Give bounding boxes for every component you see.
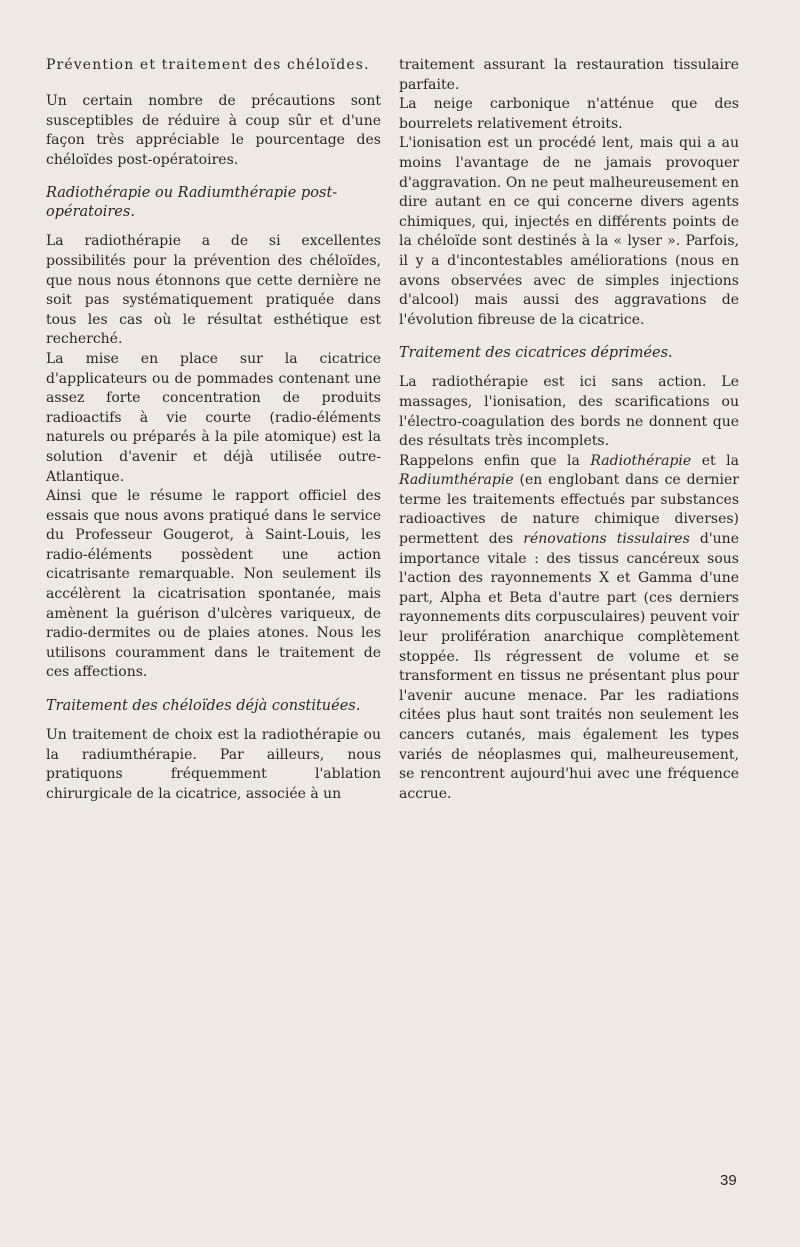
text-segment: et la xyxy=(691,452,739,469)
paragraph-renovations-tissulaires xyxy=(399,452,739,805)
heading-radiotherapie: Radiothérapie ou Radiumthérapie post-opératoires. xyxy=(46,185,338,221)
paragraph-radiotherapie-3: Ainsi que le résume le rapport officiel des essais que nous avons pratiqué dans le service du Professeur Gougerot, à Saint-Louis, les radio-éléments possèdent une action cicatrisante remarquable. Non seulement ils accélèrent la cicatrisation spontanée, mais amènent la guérison d'ulcères variqueux, de radio-dermites ou de plaies atones. Nous les utilisons couramment dans le traitement de ces affections. xyxy=(46,488,381,681)
paragraph-radiotherapie-2: La mise en place sur la cicatrice d'applicateurs ou de pommades contenant une assez forte concentration de produits radioactifs à vie courte (radio-éléments naturels ou préparés à la pile atomique) est la solution d'avenir et déjà utilisée outre-Atlantique. xyxy=(46,350,381,485)
paragraph-restauration: traitement assurant la restauration tissulaire parfaite. xyxy=(399,57,739,93)
emphasis-renovations-tissulaires: rénovations tissulaires xyxy=(523,531,690,548)
text-segment: d'une importance vitale : des tissus cancéreux sous l'action des rayonnements X et Gamma d'une part, Alpha et Beta d'autre part (ces derniers rayonnements dits corpusculaires) peuvent voir leur prolifération anarchique complètement stoppée. Ils régressent de volume et se transforment en tissus ne présentant plus pour l'avenir aucune menace. Par les radiations citées plus haut sont traités non seulement les cancers cutanés, mais également les types variés de néoplasmes qui, malheureusement, se rencontrent aujourd'hui avec une fréquence accrue. xyxy=(399,531,739,802)
paragraph-radiotherapie-1: La radiothérapie a de si excellentes possibilités pour la prévention des chéloïdes, que nous nous étonnons que cette dernière ne soit pas systématiquement pratiquée dans tous les cas où le résultat esthétique est recherché. xyxy=(46,233,381,348)
right-column xyxy=(399,56,739,804)
paragraph-cheloides-constituees: Un traitement de choix est la radiothérapie ou la radiumthérapie. Par ailleurs, nous pratiquons fréquemment l'ablation chirurgicale de la cicatrice, associée à un xyxy=(46,727,381,802)
text-segment: (en englobant dans ce dernier terme les traitements effectués par substances radioactives de nature chimique diverses) permettent des xyxy=(399,472,739,548)
left-column xyxy=(46,56,381,804)
section-title: Prévention et traitement des chéloïdes. xyxy=(46,57,370,73)
paragraph-neige-carbonique: La neige carbonique n'atténue que des bourrelets relativement étroits. xyxy=(399,96,739,132)
page-number: 39 xyxy=(720,1172,737,1189)
intro-paragraph: Un certain nombre de précautions sont susceptibles de réduire à coup sûr et d'une façon très appréciable le pourcentage des chéloïdes post-opératoires. xyxy=(46,93,381,168)
text-segment: Rappelons enfin que la xyxy=(399,452,591,469)
emphasis-radiumtherapie: Radiumthérapie xyxy=(399,472,514,489)
heading-cicatrices-deprimees: Traitement des cicatrices déprimées. xyxy=(399,345,673,362)
paragraph-cicatrices-deprimees: La radiothérapie est ici sans action. Le massages, l'ionisation, des scarifications ou l'électro-coagulation des bords ne donnent que des résultats très incomplets. xyxy=(399,374,739,450)
emphasis-radiotherapie: Radiothérapie xyxy=(590,452,692,469)
paragraph-ionisation: L'ionisation est un procédé lent, mais qui a au moins l'avantage de ne jamais provoquer d'aggravation. On ne peut malheureusement en dire autant en ce qui concerne divers agents chimiques, qui, injectés en différents points de la chéloïde sont destinés à la « lyser ». Parfois, il y a d'incontestables améliorations (nous en avons observées avec de simples injections d'alcool) mais aussi des aggravations de l'évolution fibreuse de la cicatrice. xyxy=(399,135,739,328)
heading-cheloides-constituees: Traitement des chéloïdes déjà constituées. xyxy=(46,698,361,715)
